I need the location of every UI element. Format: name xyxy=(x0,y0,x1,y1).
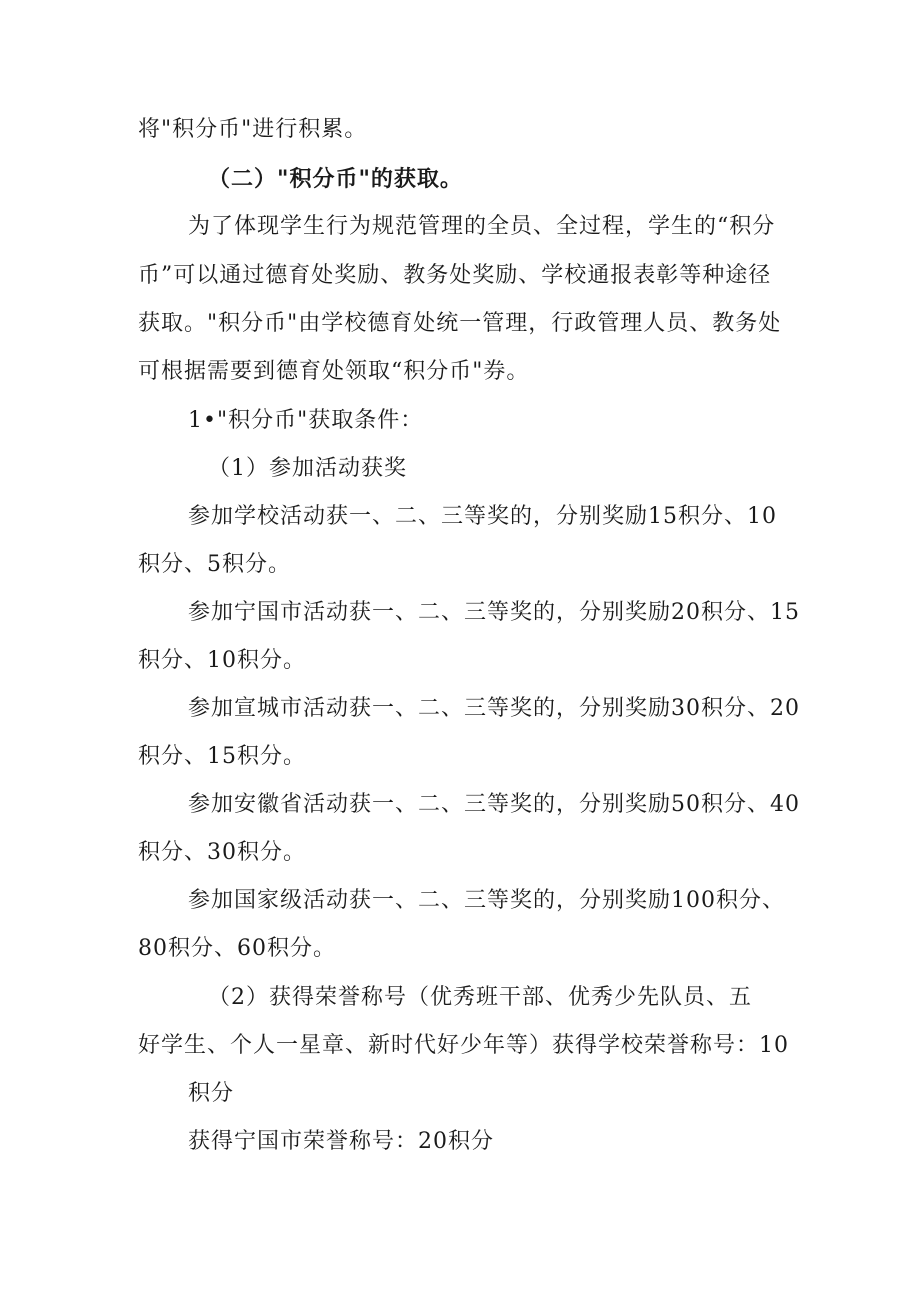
paragraph-line: 将"积分币"进行积累。 xyxy=(138,117,368,142)
paragraph-line: 积分 xyxy=(188,1081,235,1106)
paragraph-line: 积分、5积分。 xyxy=(138,552,291,577)
item-heading: （1）参加活动获奖 xyxy=(208,456,407,481)
section-heading: （二）"积分币"的获取。 xyxy=(208,166,463,192)
paragraph-line: 积分、15积分。 xyxy=(138,744,306,769)
paragraph-line: 参加学校活动获一、二、三等奖的，分别奖励15积分、10 xyxy=(188,504,777,529)
item-heading: （2）获得荣誉称号（优秀班干部、优秀少先队员、五 xyxy=(208,985,752,1010)
paragraph-line: 80积分、60积分。 xyxy=(138,936,336,961)
paragraph-line: 参加安徽省活动获一、二、三等奖的，分别奖励50积分、40 xyxy=(188,792,800,817)
paragraph-line: 积分、10积分。 xyxy=(138,648,306,673)
paragraph-line: 好学生、个人一星章、新时代好少年等）获得学校荣誉称号：10 xyxy=(138,1033,789,1058)
subsection-heading: 1•"积分币"获取条件： xyxy=(188,408,424,433)
paragraph-line: 获得宁国市荣誉称号：20积分 xyxy=(188,1129,494,1154)
paragraph-line: 参加宣城市活动获一、二、三等奖的，分别奖励30积分、20 xyxy=(188,696,800,721)
paragraph-line: 积分、30积分。 xyxy=(138,840,306,865)
paragraph-line: 为了体现学生行为规范管理的全员、全过程，学生的“积分 xyxy=(188,214,776,239)
paragraph-line: 参加宁国市活动获一、二、三等奖的，分别奖励20积分、15 xyxy=(188,600,800,625)
paragraph-line: 可根据需要到德育处领取“积分币"券。 xyxy=(138,359,530,384)
paragraph-line: 币”可以通过德育处奖励、教务处奖励、学校通报表彰等种途径 xyxy=(138,263,772,288)
paragraph-line: 参加国家级活动获一、二、三等奖的，分别奖励100积分、 xyxy=(188,888,785,913)
paragraph-line: 获取。"积分币"由学校德育处统一管理，行政管理人员、教务处 xyxy=(138,311,782,336)
